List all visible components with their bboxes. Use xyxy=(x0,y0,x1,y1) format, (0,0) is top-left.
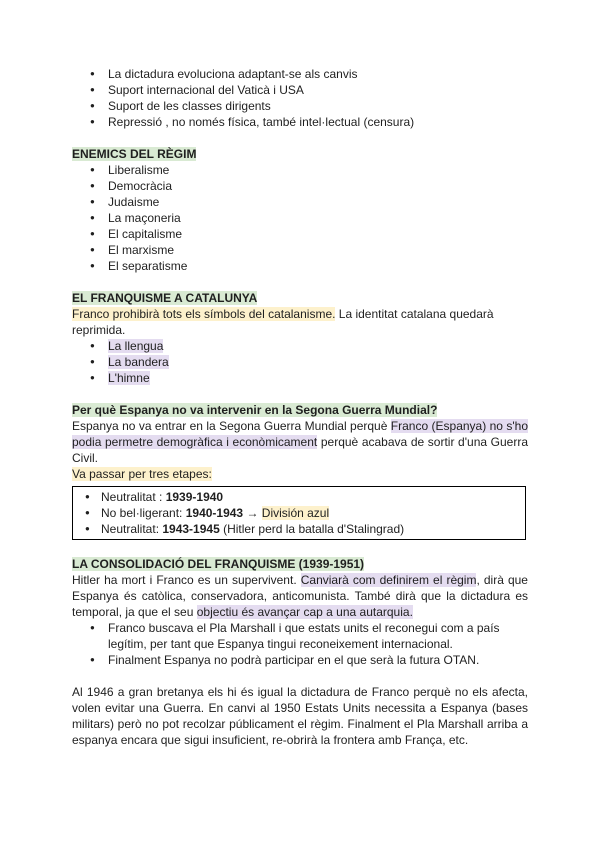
list-item: ● Finalment Espanya no podrà participar en el que serà la futura OTAN. xyxy=(72,652,528,668)
arrow-text: → xyxy=(243,506,262,520)
section-heading xyxy=(72,290,528,306)
list-item-text: La bandera xyxy=(108,355,169,369)
list-item: ● El marxisme xyxy=(72,242,528,258)
etapa-dates: 1943-1945 xyxy=(162,522,220,536)
highlight-text: objectiu és avançar cap a una autarquia. xyxy=(196,605,413,619)
list-item: ● Democràcia xyxy=(72,178,528,194)
list-item: ● Suport internacional del Vaticà i USA xyxy=(72,82,528,98)
section-heading xyxy=(72,146,528,162)
highlight-text: Va passar per tres etapes: xyxy=(72,467,212,481)
list-item xyxy=(72,338,528,354)
list-item xyxy=(73,505,525,521)
paragraph-text: Hitler ha mort i Franco es un supervivent. xyxy=(72,573,301,587)
heading-text: LA CONSOLIDACIÓ DEL FRANQUISME (1939-1951) xyxy=(72,557,365,571)
list-item-text: La llengua xyxy=(108,339,164,353)
highlight-text: Canviarà com definirem el règim xyxy=(300,573,477,587)
list-item: ● Judaisme xyxy=(72,194,528,210)
etapa-label: Neutralitat: xyxy=(101,522,163,536)
highlight-text: Franco prohibirà tots els símbols del catalanisme. xyxy=(72,307,336,321)
section-heading xyxy=(72,402,528,418)
paragraph xyxy=(72,466,528,482)
paragraph-text: Espanya no va entrar en la Segona Guerra Mundial perquè xyxy=(72,419,391,433)
heading-text: Per què Espanya no va intervenir en la Segona Guerra Mundial? xyxy=(72,403,438,417)
list-item: ● Liberalisme xyxy=(72,162,528,178)
catalunya-list xyxy=(72,338,528,386)
document-page xyxy=(72,66,528,748)
list-item xyxy=(73,521,525,537)
list-item: ● Suport de les classes dirigents xyxy=(72,98,528,114)
paragraph xyxy=(72,306,528,338)
intro-list xyxy=(72,66,528,130)
paragraph-text: perquè acabava de sortir d'una Guerra Civil. xyxy=(72,435,529,465)
etapa-dates: 1939-1940 xyxy=(165,490,224,504)
list-item xyxy=(73,489,525,505)
list-item xyxy=(72,370,528,386)
list-item: ● La maçoneria xyxy=(72,210,528,226)
consolidacio-list xyxy=(72,620,528,668)
etapa-note: (Hitler perd la batalla d'Stalingrad) xyxy=(219,522,405,536)
etapa-dates: 1940-1943 xyxy=(185,506,244,520)
section-enemics xyxy=(72,146,528,274)
list-item: ● El capitalisme xyxy=(72,226,528,242)
list-item: ● La dictadura evoluciona adaptant-se als canvis xyxy=(72,66,528,82)
list-item xyxy=(72,354,528,370)
enemics-list xyxy=(72,162,528,274)
highlight-text: Franco (Espanya) no s'ho podia permetre demogràfica i econòmicament xyxy=(72,419,528,449)
etapa-label: Neutralitat : xyxy=(101,490,166,504)
list-item: ● Repressió , no només física, també intel·lectual (censura) xyxy=(72,114,528,130)
list-item: ● Franco buscava el Pla Marshall i que estats units el reconegui com a país legítim, per tant que Espanya tingui reconeixement internacional. xyxy=(72,620,528,652)
section-guerra xyxy=(72,402,528,540)
paragraph: Al 1946 a gran bretanya els hi és igual la dictadura de Franco perquè no els afecta, volen evitar una Guerra. En canvi al 1950 Estats Units necessita a Espanya (bases militars) però no pot recolzar públicament el règim. Finalment el Pla Marshall arriba a espanya encara que sigui insuficient, re-obrirà la frontera amb França, etc. xyxy=(72,685,528,747)
heading-text: ENEMICS DEL RÈGIM xyxy=(72,147,197,161)
etapa-label: No bel·ligerant: xyxy=(101,506,186,520)
etapes-box xyxy=(72,486,526,540)
highlight-text: División azul xyxy=(261,506,330,520)
list-item-text: L'himne xyxy=(108,371,150,385)
section-catalunya xyxy=(72,290,528,386)
paragraph-text: , dirà que Espanya és catòlica, conservadora, anticomunista. També dirà que la dictadura es temporal, ja que el seu xyxy=(72,573,528,619)
list-item: ● El separatisme xyxy=(72,258,528,274)
section-heading xyxy=(72,556,528,572)
paragraph xyxy=(72,418,528,466)
heading-text: EL FRANQUISME A CATALUNYA xyxy=(72,291,258,305)
section-consolidacio xyxy=(72,556,528,748)
paragraph-text: La identitat catalana quedarà reprimida. xyxy=(72,307,494,337)
etapes-list xyxy=(73,489,525,537)
paragraph xyxy=(72,572,528,620)
